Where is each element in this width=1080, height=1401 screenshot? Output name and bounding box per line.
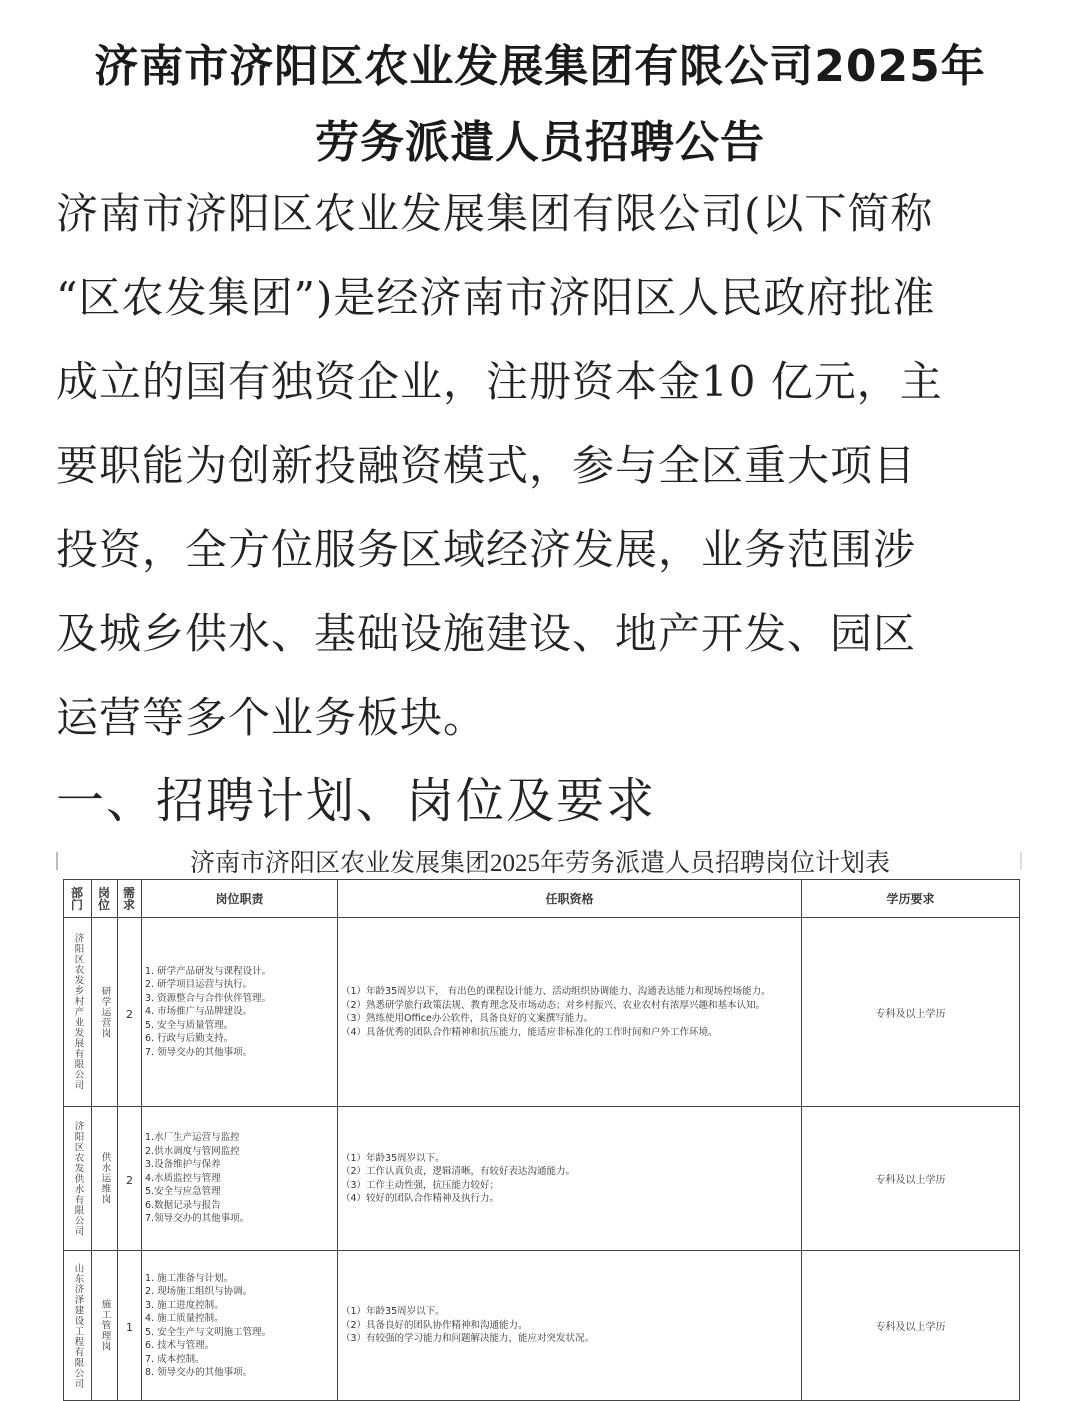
qual-item: （4）较好的团队合作精神及执行力。 <box>341 1193 500 1204</box>
header-edu: 学历要求 <box>802 880 1020 918</box>
cell-num: 1 <box>118 1251 142 1401</box>
table-caption: 济南市济阳区农业发展集团2025年劳务派遣人员招聘岗位计划表 <box>189 850 890 877</box>
cell-num: 2 <box>118 918 142 1107</box>
page-title-line-1: 济南市济阳区农业发展集团有限公司2025年 <box>94 41 986 92</box>
duty-item: 1. 研学产品研发与课程设计。 <box>145 965 272 977</box>
intro-line: 济南市济阳区农业发展集团有限公司(以下简称 <box>56 189 934 238</box>
qual-item: （3）熟练使用Office办公软件，具备良好的文案撰写能力。 <box>341 1013 594 1024</box>
duty-item: 2. 现场施工组织与协调。 <box>145 1286 253 1297</box>
duty-item: 4.水质监控与管理 <box>145 1172 221 1184</box>
duty-item: 5. 安全生产与文明施工管理。 <box>145 1326 272 1338</box>
cell-dept: 济阳区农发供水有限公司 <box>64 1107 92 1251</box>
qual-item: （2）熟悉研学旅行政策法规、教育理念及市场动态；对乡村振兴、农业农村有浓厚兴趣和基本认知。 <box>341 999 766 1011</box>
duty-item: 3.设备维护与保养 <box>145 1159 221 1171</box>
cell-education: 专科及以上学历 <box>802 1251 1020 1401</box>
table-row <box>64 1107 1020 1251</box>
duty-item: 2.供水调度与管网监控 <box>145 1145 240 1157</box>
duty-item: 6. 行政与后勤支持。 <box>145 1033 234 1045</box>
table-row <box>64 1251 1020 1401</box>
cell-duties <box>142 918 338 1107</box>
cell-duties <box>142 1107 338 1251</box>
cell-qualifications <box>338 1251 802 1401</box>
duty-item: 1. 施工准备与计划。 <box>145 1272 234 1284</box>
duty-item: 2. 研学项目运营与执行。 <box>145 979 253 991</box>
cell-dept: 山东济泽建设工程有限公司 <box>64 1251 92 1401</box>
intro-line: 投资，全方位服务区域经济发展，业务范围涉 <box>56 525 917 574</box>
header-dept: 部门 <box>64 880 92 918</box>
duty-item: 6. 技术与管理。 <box>145 1340 215 1351</box>
recruitment-plan-table <box>63 879 1020 1401</box>
cell-education: 专科及以上学历 <box>802 1107 1020 1251</box>
intro-line: 成立的国有独资企业，注册资本金10 亿元，主 <box>56 357 943 406</box>
cell-post: 供水运维岗 <box>92 1107 118 1251</box>
duty-item: 6.数据记录与报告 <box>145 1199 221 1211</box>
duty-item: 4. 施工质量控制。 <box>145 1313 224 1324</box>
duty-item: 4. 市场推广与品牌建设。 <box>145 1006 253 1018</box>
duty-item: 7. 领导交办的其他事项。 <box>145 1046 253 1058</box>
header-num: 需求 <box>118 880 142 918</box>
duty-item: 5. 安全与质量管理。 <box>145 1019 234 1031</box>
qual-item: （1）年龄35周岁以下， 有出色的课程设计能力、活动组织协调能力、沟通表达能力和现场控场能力。 <box>341 986 771 997</box>
cell-duties <box>142 1251 338 1401</box>
header-qual: 任职资格 <box>338 880 802 918</box>
header-duty: 岗位职责 <box>142 880 338 918</box>
duty-item: 5.安全与应急管理 <box>145 1186 221 1198</box>
qual-item: （3）工作主动性强，抗压能力较好； <box>341 1179 500 1191</box>
cell-num: 2 <box>118 1107 142 1251</box>
table-row <box>64 918 1020 1107</box>
qual-item: （4）具备优秀的团队合作精神和抗压能力，能适应非标准化的工作时间和户外工作环境。 <box>341 1026 718 1038</box>
qual-item: （1）年龄35周岁以下。 <box>341 1306 445 1318</box>
section-heading: 一、招聘计划、岗位及要求 <box>56 773 657 829</box>
qual-item: （2）工作认真负责，逻辑清晰，有较好表达沟通能力。 <box>341 1166 576 1177</box>
table-header-row <box>64 880 1020 918</box>
qual-item: （1）年龄35周岁以下。 <box>341 1152 445 1164</box>
intro-line: 运营等多个业务板块。 <box>56 693 487 742</box>
cell-post: 研学运营岗 <box>92 918 118 1107</box>
qual-item: （2）具备良好的团队协作精神和沟通能力。 <box>341 1319 528 1331</box>
intro-line: 及城乡供水、基础设施建设、地产开发、园区 <box>56 609 917 658</box>
header-post: 岗位 <box>92 880 118 918</box>
intro-line: “区农发集团”)是经济南市济阳区人民政府批准 <box>56 273 936 322</box>
cell-qualifications <box>338 1107 802 1251</box>
intro-line: 要职能为创新投融资模式，参与全区重大项目 <box>56 441 917 490</box>
intro-paragraph <box>56 172 1036 760</box>
duty-item: 3. 资源整合与合作伙伴管理。 <box>145 992 272 1004</box>
cell-qualifications <box>338 918 802 1107</box>
duty-item: 7. 成本控制。 <box>145 1353 205 1365</box>
duty-item: 7.领导交办的其他事项。 <box>145 1213 250 1225</box>
cell-education: 专科及以上学历 <box>802 918 1020 1107</box>
duty-item: 1.水厂生产运营与监控 <box>145 1132 240 1144</box>
cell-post: 施工管理岗 <box>92 1251 118 1401</box>
duty-item: 8. 领导交办的其他事项。 <box>145 1367 253 1378</box>
cell-dept: 济阳区农发乡村产业发展有限公司 <box>64 918 92 1107</box>
qual-item: （3）有较强的学习能力和问题解决能力，能应对突发状况。 <box>341 1333 595 1345</box>
duty-item: 3. 施工进度控制。 <box>145 1299 224 1311</box>
page-title-line-2: 劳务派遣人员招聘公告 <box>315 117 765 168</box>
